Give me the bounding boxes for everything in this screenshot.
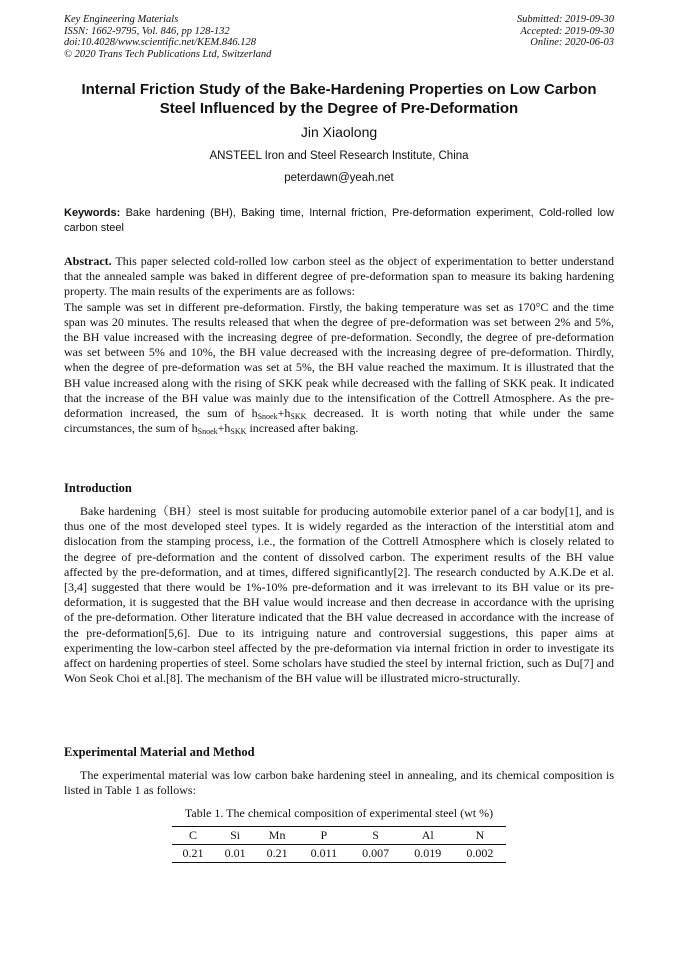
introduction-paragraph: Bake hardening（BH）steel is most suitable for producing automobile exterior panel of a car body[1], and is thus one of the most developed steel types. It is widely regarded as the interaction of the interstitial atom and dislocation from the stamping process, i.e., the formation of the Cottrell Atmosphere which is closely related to the degree of pre-deformation and the content of dissolved carbon. The experiment results of the BH value affected by the pre-deformation, and at times, differed significantly[2]. The research conducted by A.K.De et al.[3,4] suggested that there would be 1%-10% pre-deformation and it was irrelevant to its BH value or its pre-deformation, it is suggested that the BH value would increase and then decrease in accordance with the uprising of the pre-deformation. Other literature indicated that the BH value decreased in accordance with the increase of the pre-deformation[5,6]. Due to its intriguing nature and controversial suggestions, this paper aims at experimenting the low-carbon steel affected by the pre-deformation via internal friction in order to investigate its affect on hardening properties of steel. Some scholars have studied the steel by internal friction, such as Du[7] and Won Seok Choi et al.[8]. The mechanism of the BH value will be illustrated micro-structurally. [64,504,614,686]
table-header-cell: Mn [256,827,298,845]
abstract-paragraph-2 [64,300,614,437]
table-header-cell: S [350,827,402,845]
table-cell: 0.21 [256,845,298,863]
plus-h-2: +h [217,421,231,436]
abstract-text-1: This paper selected cold-rolled low carbon steel as the object of experimentation to better understand that the annealed sample was baked in different degree of pre-deformation span to measure its baking hardening property. The main results of the experiments are as follows: [64,254,614,299]
method-paragraph: The experimental material was low carbon bake hardening steel in annealing, and its chemical composition is listed in Table 1 as follows: [64,768,614,798]
table-cell: 0.011 [298,845,349,863]
skk-subscript: SKK [290,412,307,422]
date-submitted: Submitted: 2019-09-30 [516,14,614,25]
introduction-body [64,504,614,686]
snoek-subscript: Snoek [257,412,278,422]
table-header-cell: Al [402,827,454,845]
method-body [64,768,614,798]
author-affiliation: ANSTEEL Iron and Steel Research Institute, China [209,150,469,162]
table-cell: 0.019 [402,845,454,863]
abstract-text-2: The sample was set in different pre-deformation. Firstly, the baking temperature was set as 170°C and the time span was 20 minutes. The results released that when the degree of pre-deformation was set between 2% and 5%, the BH value increased with the increasing degree of pre-deformation. Secondly, the degree of pre-deformation was set between 5% and 10%, the BH value decreased with the increasing degree of pre-deformation. Thirdly, when the degree of pre-deformation was set at 5%, the BH value reached the maximum. It is illustrated that the BH value increased along with the rising of SKK peak while decreased with the falling of SKK peak. It indicated that the increase of the BH value was mainly due to the intensification of the Cottrell Atmosphere. As the pre-deformation increased, the sum of h [64,299,614,421]
table-header-cell: C [172,827,214,845]
table-cell: 0.002 [454,845,506,863]
journal-info [64,14,271,60]
journal-name: Key Engineering Materials [64,14,179,25]
abstract-paragraph-1 [64,254,614,300]
publication-dates [517,14,614,49]
composition-table [172,826,506,863]
journal-doi: doi:10.4028/www.scientific.net/KEM.846.128 [64,37,256,48]
keywords-text: Bake hardening (BH), Baking time, Internal friction, Pre-deformation experiment, Cold-rolled low carbon steel [64,207,614,234]
table-cell: 0.21 [172,845,214,863]
paper-title-line1: Internal Friction Study of the Bake-Hardening Properties on Low Carbon [81,81,597,98]
author-name: Jin Xiaolong [300,124,378,140]
section-heading-introduction: Introduction [64,481,132,495]
table-header-cell: P [298,827,349,845]
date-online: Online: 2020-06-03 [530,37,614,48]
journal-issn: ISSN: 1662-9795, Vol. 846, pp 128-132 [64,25,230,37]
table-caption: Table 1. The chemical composition of experimental steel (wt %) [184,806,494,820]
keywords-label: Keywords: [64,207,121,219]
abstract [64,254,614,436]
keywords [64,206,614,236]
paper-title-line2: Steel Influenced by the Degree of Pre-Deformation [159,100,519,117]
table-cell: 0.007 [350,845,402,863]
table-cell: 0.01 [214,845,256,863]
abstract-text-3: decreased. It is worth noting that while under the same circumstances, the sum of h [64,406,614,436]
table-row [172,845,506,863]
journal-copyright: © 2020 Trans Tech Publications Ltd, Switzerland [64,48,272,60]
abstract-text-4: increased after baking. [246,421,359,436]
snoek-subscript-2: Snoek [197,427,218,437]
table-header-cell: N [454,827,506,845]
author-email: peterdawn@yeah.net [284,172,394,184]
section-heading-method: Experimental Material and Method [64,745,255,759]
abstract-label: Abstract. [64,254,112,268]
table-header-row [172,827,506,845]
table-header-cell: Si [214,827,256,845]
skk-subscript-2: SKK [230,427,247,437]
date-accepted: Accepted: 2019-09-30 [520,25,614,37]
plus-h: +h [277,406,291,421]
paper-title [40,80,638,118]
